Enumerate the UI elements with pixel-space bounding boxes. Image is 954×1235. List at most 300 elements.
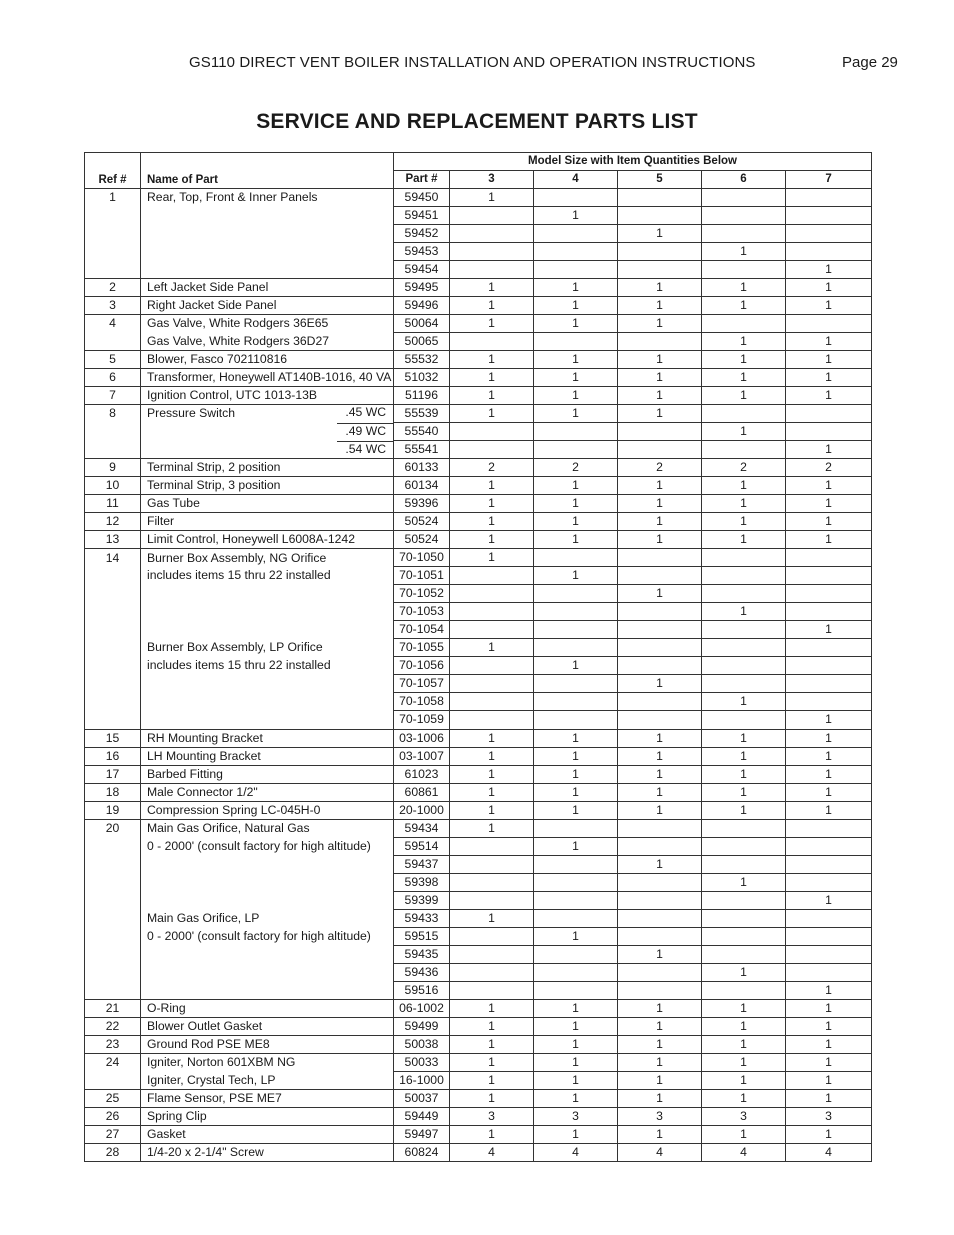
quantity-cell (534, 549, 618, 567)
table-row (85, 387, 872, 405)
ref-cell: 14 (85, 549, 141, 567)
quantity-cell (618, 639, 702, 657)
quantity-cell (702, 621, 786, 639)
part-name-cell (141, 189, 394, 207)
quantity-cell (450, 621, 534, 639)
part-name: LH Mounting Bracket (147, 748, 261, 763)
ref-cell: 21 (85, 999, 141, 1017)
part-name-cell (141, 351, 394, 369)
quantity-cell: 1 (786, 765, 872, 783)
quantity-cell: 1 (534, 513, 618, 531)
quantity-cell (534, 585, 618, 603)
table-row (85, 315, 872, 333)
quantity-cell (702, 405, 786, 423)
quantity-cell: 1 (450, 639, 534, 657)
quantity-cell: 1 (786, 1035, 872, 1053)
quantity-cell (786, 819, 872, 837)
ref-cell (85, 711, 141, 729)
part-number-cell: 03-1007 (394, 747, 450, 765)
quantity-cell: 1 (450, 909, 534, 927)
table-row (85, 495, 872, 513)
part-name-cell (141, 873, 394, 891)
quantity-cell: 1 (702, 765, 786, 783)
part-name-cell (141, 459, 394, 477)
part-name-cell (141, 1071, 394, 1089)
quantity-cell (702, 639, 786, 657)
quantity-cell (786, 423, 872, 441)
quantity-cell (786, 225, 872, 243)
part-number-cell: 70-1058 (394, 693, 450, 711)
ref-cell (85, 945, 141, 963)
ref-cell: 11 (85, 495, 141, 513)
quantity-cell (450, 441, 534, 459)
quantity-cell: 1 (702, 801, 786, 819)
quantity-cell: 1 (702, 531, 786, 549)
quantity-cell (534, 891, 618, 909)
quantity-cell (702, 261, 786, 279)
part-name: Gas Valve, White Rodgers 36E65 (147, 316, 329, 331)
quantity-cell: 1 (618, 1071, 702, 1089)
quantity-cell: 1 (618, 387, 702, 405)
part-name: Flame Sensor, PSE ME7 (147, 1090, 282, 1105)
part-number-cell: 51032 (394, 369, 450, 387)
quantity-cell (450, 693, 534, 711)
quantity-cell: 1 (702, 513, 786, 531)
pressure-rating: .49 WC (337, 423, 393, 441)
part-name-cell (141, 1053, 394, 1071)
table-row (85, 675, 872, 693)
quantity-cell: 1 (618, 369, 702, 387)
ref-cell: 18 (85, 783, 141, 801)
quantity-cell (534, 333, 618, 351)
quantity-cell (534, 261, 618, 279)
quantity-cell (702, 657, 786, 675)
part-name: Ground Rod PSE ME8 (147, 1036, 270, 1051)
part-number-cell: 50038 (394, 1035, 450, 1053)
quantity-cell (702, 675, 786, 693)
quantity-cell (450, 261, 534, 279)
part-name: Burner Box Assembly, LP Orifice (147, 640, 323, 655)
table-row (85, 765, 872, 783)
ref-cell (85, 693, 141, 711)
quantity-cell: 1 (618, 1017, 702, 1035)
quantity-cell (786, 585, 872, 603)
quantity-cell (702, 567, 786, 585)
part-number-cell: 70-1053 (394, 603, 450, 621)
quantity-cell (450, 603, 534, 621)
part-name-cell (141, 1107, 394, 1125)
quantity-cell (618, 837, 702, 855)
quantity-cell: 1 (534, 531, 618, 549)
quantity-cell: 1 (786, 1089, 872, 1107)
quantity-cell: 1 (450, 495, 534, 513)
quantity-cell: 1 (702, 747, 786, 765)
part-name-cell (141, 675, 394, 693)
part-number-cell: 59435 (394, 945, 450, 963)
quantity-cell (786, 603, 872, 621)
part-name: Ignition Control, UTC 1013-13B (147, 388, 318, 403)
quantity-cell (702, 207, 786, 225)
quantity-cell (618, 189, 702, 207)
quantity-cell: 1 (786, 1053, 872, 1071)
table-row (85, 963, 872, 981)
quantity-cell (534, 423, 618, 441)
quantity-cell: 1 (702, 783, 786, 801)
quantity-cell: 1 (534, 1125, 618, 1143)
ref-cell: 23 (85, 1035, 141, 1053)
quantity-cell: 1 (786, 729, 872, 747)
quantity-cell: 1 (786, 297, 872, 315)
part-number-cell: 70-1057 (394, 675, 450, 693)
quantity-cell: 1 (786, 1071, 872, 1089)
quantity-cell: 1 (702, 351, 786, 369)
table-row (85, 189, 872, 207)
part-name-cell (141, 603, 394, 621)
part-name-cell (141, 1089, 394, 1107)
part-name-cell (141, 369, 394, 387)
quantity-cell (786, 693, 872, 711)
quantity-cell: 4 (450, 1143, 534, 1161)
quantity-cell (618, 981, 702, 999)
part-number-cell: 70-1052 (394, 585, 450, 603)
quantity-cell: 1 (618, 729, 702, 747)
part-name-cell (141, 1143, 394, 1161)
quantity-cell: 1 (702, 495, 786, 513)
ref-cell: 27 (85, 1125, 141, 1143)
table-row (85, 657, 872, 675)
quantity-cell (534, 639, 618, 657)
quantity-cell (450, 243, 534, 261)
quantity-cell (618, 621, 702, 639)
table-row (85, 1125, 872, 1143)
quantity-cell: 1 (534, 657, 618, 675)
part-name-cell (141, 567, 394, 585)
part-name: O-Ring (147, 1000, 186, 1015)
table-row (85, 1017, 872, 1035)
ref-cell: 7 (85, 387, 141, 405)
quantity-cell: 1 (786, 387, 872, 405)
quantity-cell: 3 (534, 1107, 618, 1125)
part-name-cell (141, 405, 394, 423)
ref-cell: 6 (85, 369, 141, 387)
quantity-cell: 1 (534, 765, 618, 783)
quantity-cell: 1 (702, 1053, 786, 1071)
part-name: Rear, Top, Front & Inner Panels (147, 190, 318, 205)
quantity-cell: 1 (702, 333, 786, 351)
quantity-cell (786, 945, 872, 963)
quantity-cell: 1 (450, 369, 534, 387)
quantity-cell: 1 (618, 675, 702, 693)
part-name: Transformer, Honeywell AT140B-1016, 40 VA (147, 370, 392, 385)
quantity-cell (618, 207, 702, 225)
quantity-cell (786, 675, 872, 693)
quantity-cell (534, 603, 618, 621)
part-name-cell (141, 621, 394, 639)
table-row (85, 1143, 872, 1161)
table-row (85, 621, 872, 639)
table-row (85, 333, 872, 351)
part-name-cell (141, 387, 394, 405)
part-name-cell (141, 243, 394, 261)
part-number-cell: 55539 (394, 405, 450, 423)
part-name: Igniter, Norton 601XBM NG (147, 1055, 296, 1070)
quantity-cell: 1 (702, 243, 786, 261)
quantity-cell: 1 (618, 1035, 702, 1053)
parts-table-body (85, 189, 872, 1162)
ref-cell: 19 (85, 801, 141, 819)
ref-cell: 24 (85, 1053, 141, 1071)
quantity-cell (786, 909, 872, 927)
quantity-cell: 1 (618, 315, 702, 333)
quantity-cell: 1 (618, 1053, 702, 1071)
part-number-cell: 59495 (394, 279, 450, 297)
table-row (85, 441, 872, 459)
quantity-cell: 1 (786, 999, 872, 1017)
quantity-cell: 1 (618, 783, 702, 801)
part-number-cell: 61023 (394, 765, 450, 783)
ref-cell: 8 (85, 405, 141, 423)
quantity-cell: 1 (534, 567, 618, 585)
ref-cell (85, 927, 141, 945)
quantity-cell (702, 981, 786, 999)
table-row (85, 405, 872, 423)
quantity-cell: 1 (618, 279, 702, 297)
part-name: Compression Spring LC-045H-0 (147, 802, 321, 817)
quantity-cell: 1 (618, 513, 702, 531)
quantity-cell: 1 (450, 801, 534, 819)
part-name-cell (141, 279, 394, 297)
part-number-cell: 55532 (394, 351, 450, 369)
quantity-cell: 1 (786, 891, 872, 909)
part-name-cell (141, 855, 394, 873)
ref-cell (85, 1071, 141, 1089)
part-name-cell (141, 981, 394, 999)
quantity-cell (702, 909, 786, 927)
quantity-cell: 1 (450, 549, 534, 567)
table-row (85, 855, 872, 873)
quantity-cell: 1 (534, 999, 618, 1017)
quantity-cell: 1 (534, 927, 618, 945)
part-number-cell: 60824 (394, 1143, 450, 1161)
part-name-cell (141, 531, 394, 549)
part-name: includes items 15 thru 22 installed (147, 568, 331, 583)
parts-table (84, 152, 872, 1162)
quantity-cell: 1 (450, 387, 534, 405)
quantity-cell: 1 (534, 369, 618, 387)
quantity-cell: 1 (618, 495, 702, 513)
quantity-cell: 1 (534, 405, 618, 423)
part-name: Burner Box Assembly, NG Orifice (147, 550, 327, 565)
part-name-cell (141, 585, 394, 603)
quantity-cell (618, 243, 702, 261)
quantity-cell (618, 603, 702, 621)
part-number-cell: 70-1055 (394, 639, 450, 657)
part-number-cell: 60133 (394, 459, 450, 477)
quantity-cell: 1 (450, 297, 534, 315)
part-name: Right Jacket Side Panel (147, 298, 277, 313)
quantity-cell: 1 (450, 1071, 534, 1089)
quantity-cell: 1 (534, 1053, 618, 1071)
table-row (85, 927, 872, 945)
part-number-cell: 59516 (394, 981, 450, 999)
part-number-cell: 50524 (394, 513, 450, 531)
part-name-cell (141, 999, 394, 1017)
quantity-cell (534, 243, 618, 261)
table-row (85, 801, 872, 819)
table-row (85, 783, 872, 801)
ref-cell (85, 207, 141, 225)
quantity-cell (786, 657, 872, 675)
quantity-cell (450, 873, 534, 891)
quantity-cell (702, 819, 786, 837)
quantity-cell (618, 819, 702, 837)
part-name: Blower Outlet Gasket (147, 1018, 263, 1033)
quantity-cell: 1 (702, 297, 786, 315)
part-number-cell: 60861 (394, 783, 450, 801)
quantity-cell (618, 891, 702, 909)
table-row (85, 999, 872, 1017)
part-number-cell: 59436 (394, 963, 450, 981)
quantity-cell: 1 (618, 297, 702, 315)
quantity-cell (534, 945, 618, 963)
part-number-cell: 55540 (394, 423, 450, 441)
part-name-cell (141, 837, 394, 855)
ref-cell: 16 (85, 747, 141, 765)
part-name: Pressure Switch (147, 406, 236, 421)
ref-cell: 17 (85, 765, 141, 783)
part-name-cell (141, 1017, 394, 1035)
quantity-cell: 1 (702, 1017, 786, 1035)
quantity-cell: 1 (618, 1125, 702, 1143)
part-name-cell (141, 1035, 394, 1053)
quantity-cell (450, 891, 534, 909)
table-row (85, 873, 872, 891)
ref-cell: 10 (85, 477, 141, 495)
model-column-header: 7 (786, 171, 872, 189)
quantity-cell (786, 315, 872, 333)
part-name-cell (141, 441, 394, 459)
quantity-cell (450, 207, 534, 225)
quantity-cell (450, 333, 534, 351)
quantity-cell: 1 (450, 1089, 534, 1107)
part-number-cell: 59450 (394, 189, 450, 207)
quantity-cell (618, 711, 702, 729)
quantity-cell: 1 (702, 1089, 786, 1107)
part-number-cell: 59398 (394, 873, 450, 891)
quantity-cell: 1 (786, 621, 872, 639)
quantity-cell: 1 (786, 333, 872, 351)
quantity-cell: 1 (534, 1071, 618, 1089)
quantity-cell (534, 621, 618, 639)
table-row (85, 1107, 872, 1125)
quantity-cell: 1 (786, 351, 872, 369)
table-row (85, 297, 872, 315)
quantity-cell: 1 (450, 1125, 534, 1143)
quantity-cell: 1 (450, 765, 534, 783)
part-name-cell (141, 747, 394, 765)
part-name-cell (141, 495, 394, 513)
part-number-cell: 59499 (394, 1017, 450, 1035)
quantity-cell (786, 927, 872, 945)
quantity-cell (534, 675, 618, 693)
ref-cell (85, 333, 141, 351)
ref-cell (85, 585, 141, 603)
part-number-cell: 70-1051 (394, 567, 450, 585)
quantity-cell: 1 (618, 405, 702, 423)
quantity-cell (786, 873, 872, 891)
quantity-cell (786, 549, 872, 567)
ref-cell: 4 (85, 315, 141, 333)
part-name: RH Mounting Bracket (147, 730, 263, 745)
table-row (85, 693, 872, 711)
table-row (85, 711, 872, 729)
table-row (85, 549, 872, 567)
quantity-cell: 2 (618, 459, 702, 477)
part-name: 0 - 2000' (consult factory for high altitude) (147, 928, 371, 943)
quantity-cell: 2 (534, 459, 618, 477)
table-row (85, 891, 872, 909)
table-row (85, 603, 872, 621)
name-column-header: Name of Part (141, 153, 394, 189)
table-row (85, 945, 872, 963)
quantity-cell: 1 (702, 729, 786, 747)
table-row (85, 585, 872, 603)
part-name-cell (141, 783, 394, 801)
quantity-cell: 1 (786, 441, 872, 459)
part-number-cell: 20-1000 (394, 801, 450, 819)
ref-cell: 1 (85, 189, 141, 207)
quantity-cell: 1 (450, 315, 534, 333)
quantity-cell: 2 (786, 459, 872, 477)
quantity-cell: 1 (618, 585, 702, 603)
ref-cell: 20 (85, 819, 141, 837)
table-row (85, 261, 872, 279)
quantity-cell: 1 (786, 711, 872, 729)
part-number-cell: 59437 (394, 855, 450, 873)
quantity-cell (786, 405, 872, 423)
quantity-cell (618, 333, 702, 351)
quantity-cell (618, 567, 702, 585)
quantity-cell: 4 (786, 1143, 872, 1161)
part-name: Left Jacket Side Panel (147, 280, 269, 295)
quantity-cell: 1 (618, 999, 702, 1017)
model-column-header: 3 (450, 171, 534, 189)
quantity-cell (534, 441, 618, 459)
quantity-cell: 1 (702, 1125, 786, 1143)
quantity-cell: 1 (618, 945, 702, 963)
ref-cell (85, 981, 141, 999)
part-name: Main Gas Orifice, LP (147, 910, 260, 925)
quantity-cell (702, 927, 786, 945)
quantity-cell (450, 567, 534, 585)
part-number-cell: 59452 (394, 225, 450, 243)
part-number-cell: 59434 (394, 819, 450, 837)
ref-cell: 5 (85, 351, 141, 369)
ref-cell (85, 855, 141, 873)
quantity-cell: 3 (702, 1107, 786, 1125)
quantity-cell: 1 (786, 261, 872, 279)
ref-cell (85, 837, 141, 855)
quantity-cell: 4 (702, 1143, 786, 1161)
quantity-cell (702, 315, 786, 333)
ref-cell: 15 (85, 729, 141, 747)
part-name-cell (141, 711, 394, 729)
table-row (85, 531, 872, 549)
quantity-cell: 1 (702, 279, 786, 297)
table-row (85, 819, 872, 837)
quantity-cell (450, 945, 534, 963)
ref-cell (85, 243, 141, 261)
